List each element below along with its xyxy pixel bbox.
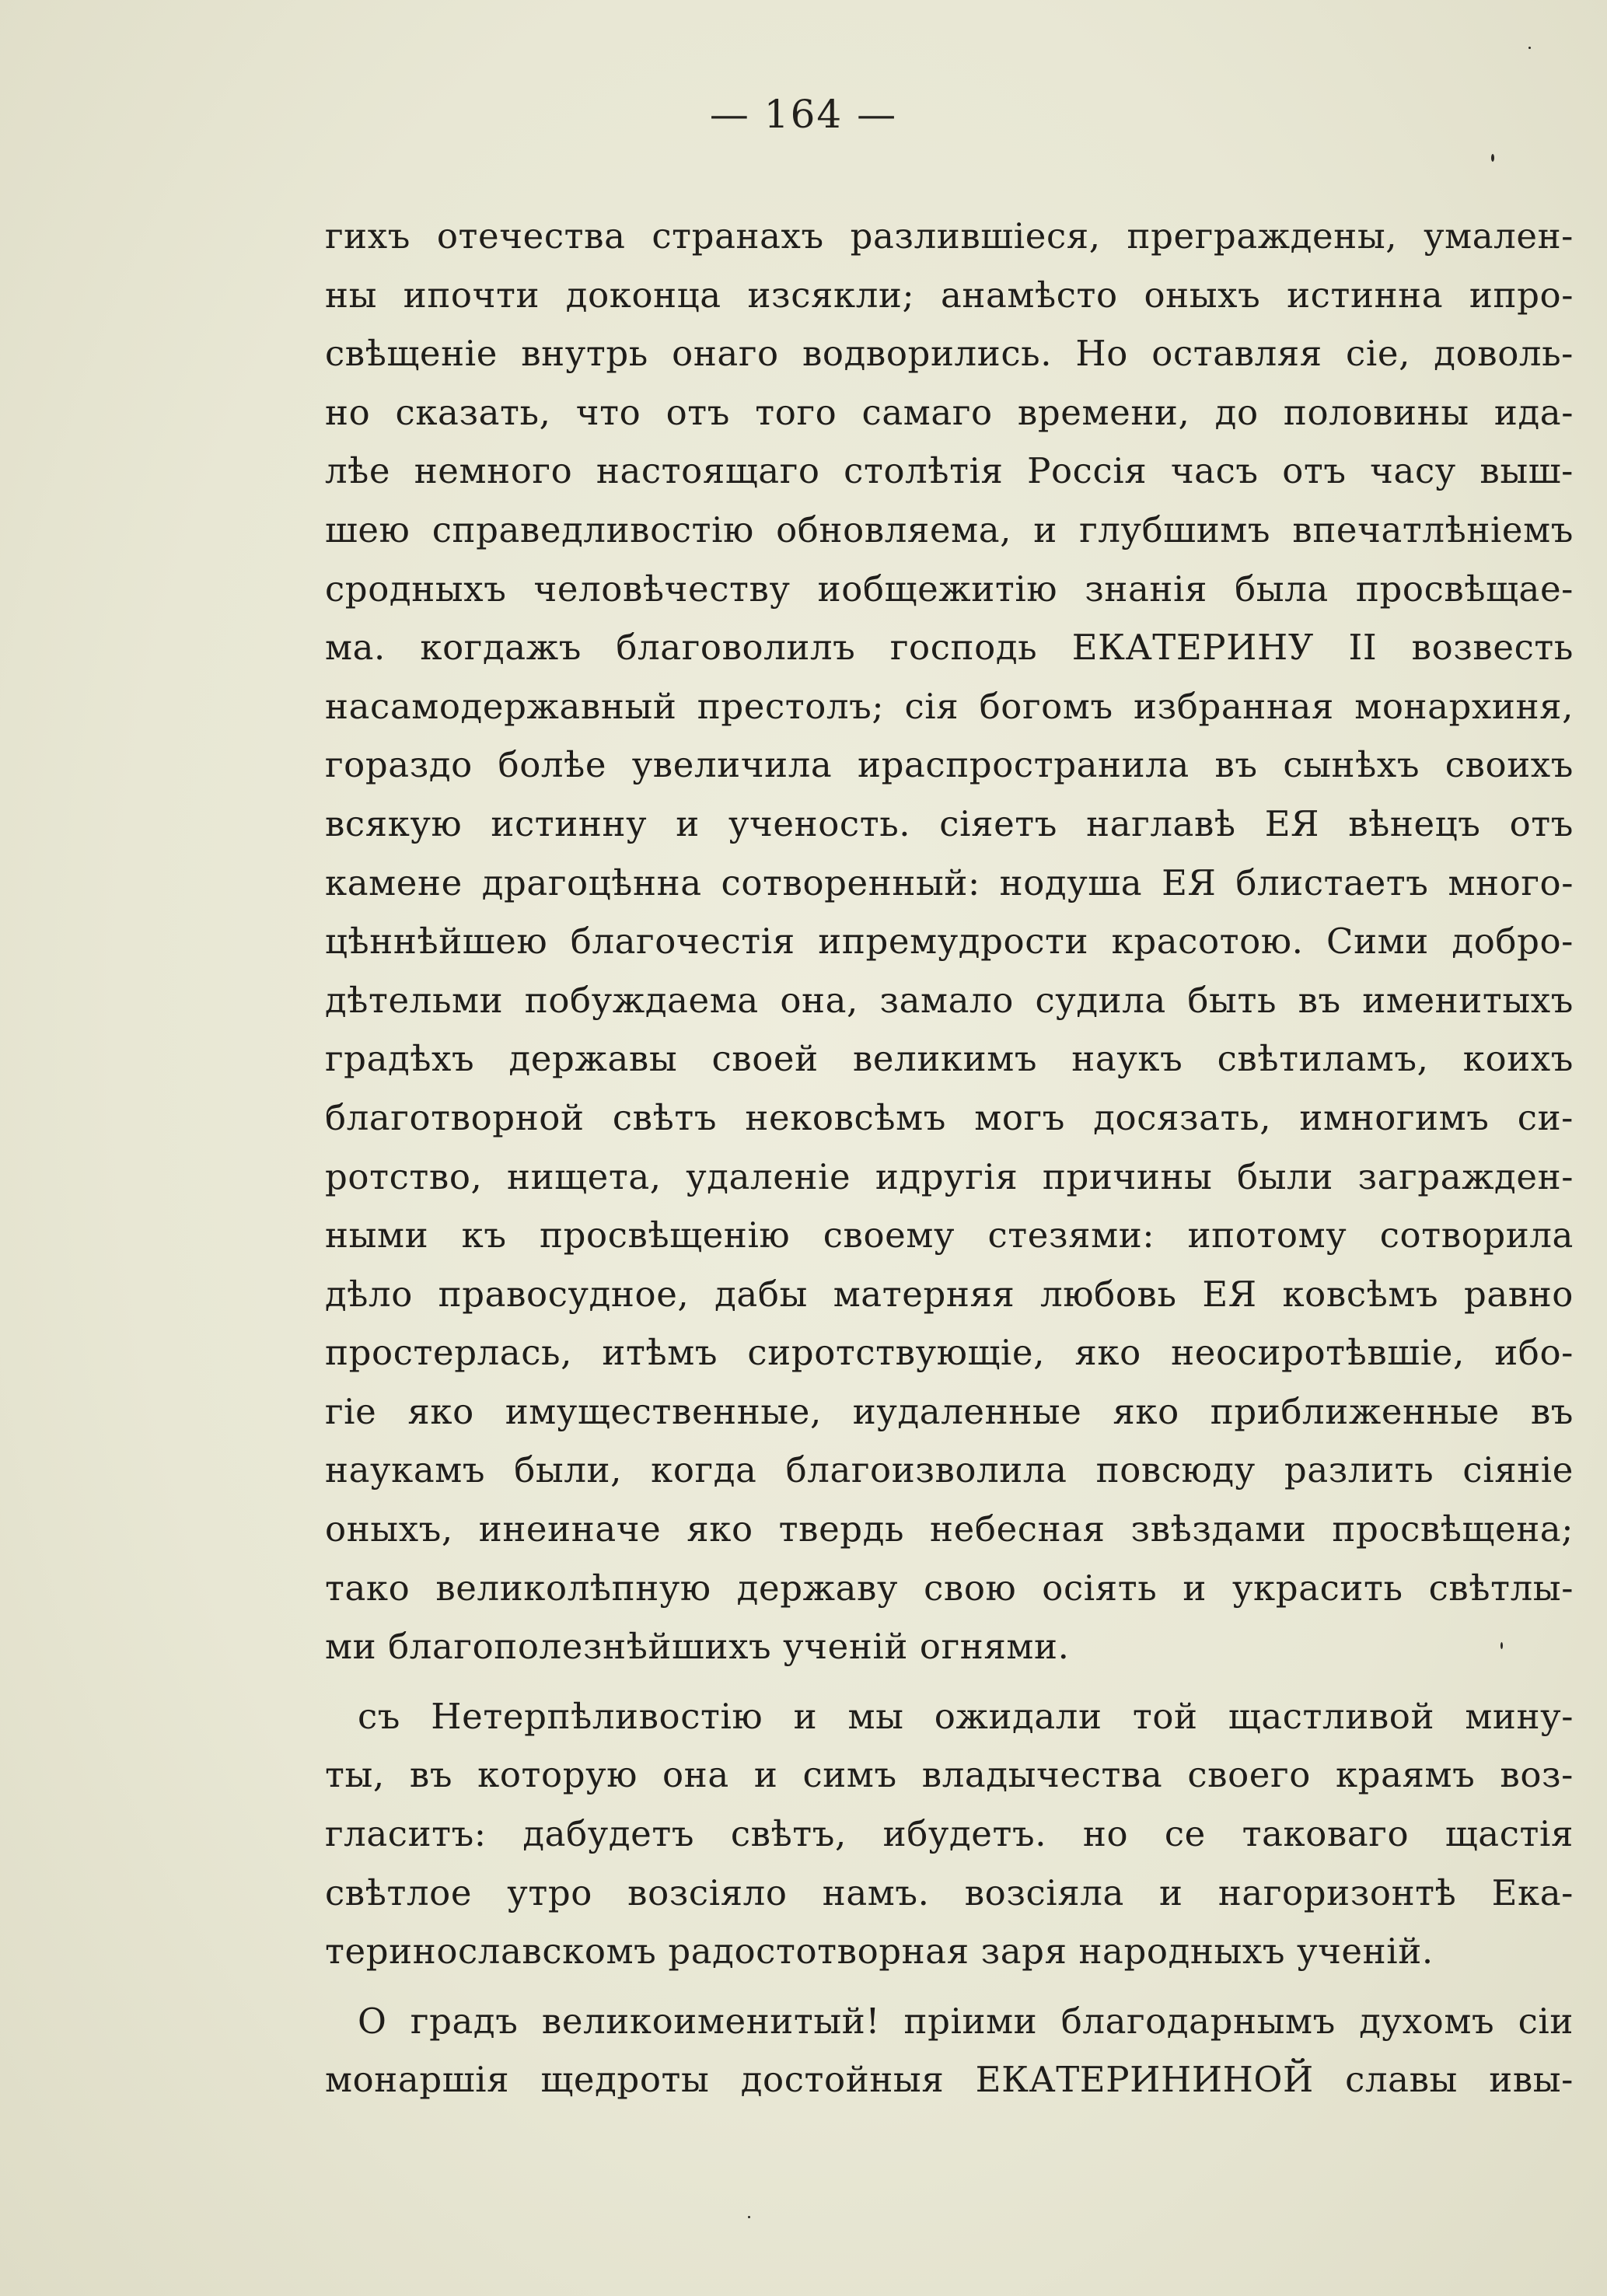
ink-speck	[748, 2216, 750, 2218]
text-line: дѣло правосудное, дабы матерняя любовь ЕЯ ковсѣмъ равно	[325, 1273, 1574, 1315]
text-line: но сказать, что отъ того самаго времени, до половины ида-	[325, 391, 1574, 433]
text-line: наукамъ были, когда благоизволила повсюду разлить сіяніе	[325, 1449, 1574, 1491]
text-line: простерлась, итѣмъ сиротствующіе, яко неосиротѣвшіе, ибо-	[325, 1332, 1574, 1374]
paragraph	[325, 1992, 1574, 2109]
text-line: цѣннѣйшею благочестія ипремудрости красотою. Сими добро-	[325, 921, 1574, 963]
text-line: ротство, нищета, удаленіе идругія причины были загражден-	[325, 1155, 1574, 1197]
paragraph	[325, 1687, 1574, 1981]
text-line: шею справедливостію обновляема, и глубшимъ впечатлѣніемъ	[325, 508, 1574, 550]
text-line: ми благополезнѣйшихъ ученій огнями.	[325, 1626, 1070, 1668]
text-line: лѣе немного настоящаго столѣтія Россія часъ отъ часу выш-	[325, 450, 1574, 492]
text-line: тако великолѣпную державу свою осіять и украсить свѣтлы-	[325, 1567, 1574, 1609]
paragraph	[325, 207, 1574, 1676]
text-line: камене драгоцѣнна сотворенный: нодуша ЕЯ блистаетъ много-	[325, 861, 1574, 903]
ink-speck	[1491, 154, 1494, 162]
text-line: сродныхъ человѣчеству иобщежитію знанія была просвѣщае-	[325, 568, 1574, 610]
text-line: благотворной свѣтъ нековсѣмъ могъ досязать, имногимъ си-	[325, 1096, 1574, 1138]
text-line: насамодержавный престолъ; сія богомъ избранная монархиня,	[325, 685, 1574, 727]
text-line: свѣтлое утро возсіяло намъ. возсіяла и нагоризонтѣ Ека-	[325, 1871, 1574, 1913]
text-line: теринославскомъ радостотворная заря народныхъ ученій.	[325, 1931, 1434, 1973]
text-line: градѣхъ державы своей великимъ наукъ свѣтиламъ, коихъ	[325, 1038, 1574, 1080]
text-line: оныхъ, инеиначе яко твердь небесная звѣздами просвѣщена;	[325, 1508, 1574, 1550]
text-line: гіе яко имущественные, иудаленные яко приближенные въ	[325, 1390, 1574, 1432]
text-line: гихъ отечества странахъ разлившіеся, преграждены, умален-	[325, 215, 1574, 257]
text-line: свѣщеніе внутрь онаго водворились. Но оставляя сіе, доволь-	[325, 333, 1574, 375]
text-line: съ Нетерпѣливостію и мы ожидали той щастливой мину-	[358, 1695, 1574, 1737]
ink-speck	[1528, 47, 1531, 49]
text-line: гораздо болѣе увеличила ираспространила въ сынѣхъ своихъ	[325, 744, 1574, 786]
text-line: О градъ великоименитый! пріими благодарнымъ духомъ сіи	[358, 2000, 1574, 2042]
text-line: ма. когдажъ благоволилъ господь ЕКАТЕРИНУ II возвесть	[325, 627, 1574, 669]
text-line: ными къ просвѣщенію своему стезями: ипотому сотворила	[325, 1214, 1574, 1256]
text-line: всякую истинну и ученость. сіяетъ наглавѣ ЕЯ вѣнецъ отъ	[325, 802, 1574, 844]
ink-speck	[1500, 1642, 1503, 1649]
text-line: гласитъ: дабудетъ свѣтъ, ибудетъ. но се таковаго щастія	[325, 1813, 1574, 1855]
text-line: дѣтельми побуждаема она, замало судила быть въ именитыхъ	[325, 979, 1574, 1021]
text-line: монаршія щедроты достойныя ЕКАТЕРИНИНОЙ славы ивы-	[325, 2059, 1574, 2101]
text-line: ны ипочти доконца изсякли; анамѣсто оныхъ истинна ипро-	[325, 274, 1574, 316]
body-text	[325, 207, 1574, 2109]
text-line: ты, въ которую она и симъ владычества своего краямъ воз-	[325, 1754, 1574, 1796]
page-number: — 164 —	[709, 92, 898, 137]
